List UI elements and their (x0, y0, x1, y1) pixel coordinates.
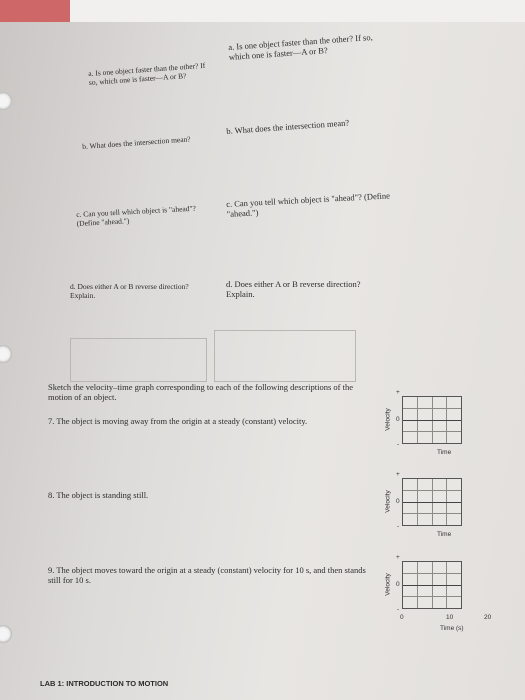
question-9: 9. The object moves toward the origin at a steady (constant) velocity for 10 s, and then stands still for 10 s. (48, 565, 366, 585)
right-question-b: b. What does the intersection mean? (225, 117, 350, 136)
binder-hole-top (0, 92, 12, 110)
binder-hole-bottom (0, 625, 12, 643)
graph-q9[interactable] (402, 561, 462, 609)
right-question-d: d. Does either A or B reverse direction? Explain. (226, 279, 361, 299)
graph-q9-minus: - (397, 606, 400, 613)
graph-q9-ylabel: Velocity (384, 573, 392, 596)
graph-q8[interactable] (402, 478, 462, 526)
graph-q7-zero: 0 (396, 416, 400, 423)
binder-hole-middle (0, 345, 12, 363)
ghost-box-right (214, 330, 356, 382)
ghost-box-left (70, 338, 207, 382)
right-question-c: c. Can you tell which object is "ahead"? (Define "ahead.") (225, 190, 391, 219)
instructions: Sketch the velocity–time graph corresponding to each of the following descriptions of the motion of an object. (48, 382, 353, 402)
graph-q8-zero: 0 (396, 498, 400, 505)
left-question-a: a. Is one object faster than the other? If so, which one is faster—A or B? (87, 60, 206, 87)
graph-q7-minus: - (397, 441, 400, 448)
graph-q8-plus: + (396, 471, 400, 478)
graph-q7-xlabel: Time (437, 449, 452, 456)
graph-q7-ylabel: Velocity (384, 408, 392, 431)
graph-q7-plus: + (396, 389, 400, 396)
question-7: 7. The object is moving away from the origin at a steady (constant) velocity. (48, 416, 308, 426)
left-question-c: c. Can you tell which object is "ahead"? (Define "ahead.") (75, 203, 197, 228)
top-edge (0, 0, 525, 22)
left-question-b: b. What does the intersection mean? (81, 134, 191, 151)
left-question-d: d. Does either A or B reverse direction? Explain. (70, 282, 189, 300)
graph-q9-tick-10: 10 (446, 614, 454, 621)
graph-q9-plus: + (396, 554, 400, 561)
footer: LAB 1: INTRODUCTION TO MOTION (40, 679, 169, 688)
graph-q9-tick-20: 20 (484, 614, 492, 621)
graph-q8-ylabel: Velocity (384, 490, 392, 513)
graph-q8-xlabel: Time (437, 531, 452, 538)
graph-q8-minus: - (397, 523, 400, 530)
right-question-a: a. Is one object faster than the other? If so, which one is faster—A or B? (227, 31, 373, 62)
red-corner-mark (0, 0, 70, 22)
graph-q9-xlabel: Time (s) (440, 625, 464, 632)
graph-q9-zero: 0 (396, 581, 400, 588)
question-8: 8. The object is standing still. (48, 490, 149, 500)
graph-q9-tick-0: 0 (400, 614, 404, 621)
graph-q7[interactable] (402, 396, 462, 444)
